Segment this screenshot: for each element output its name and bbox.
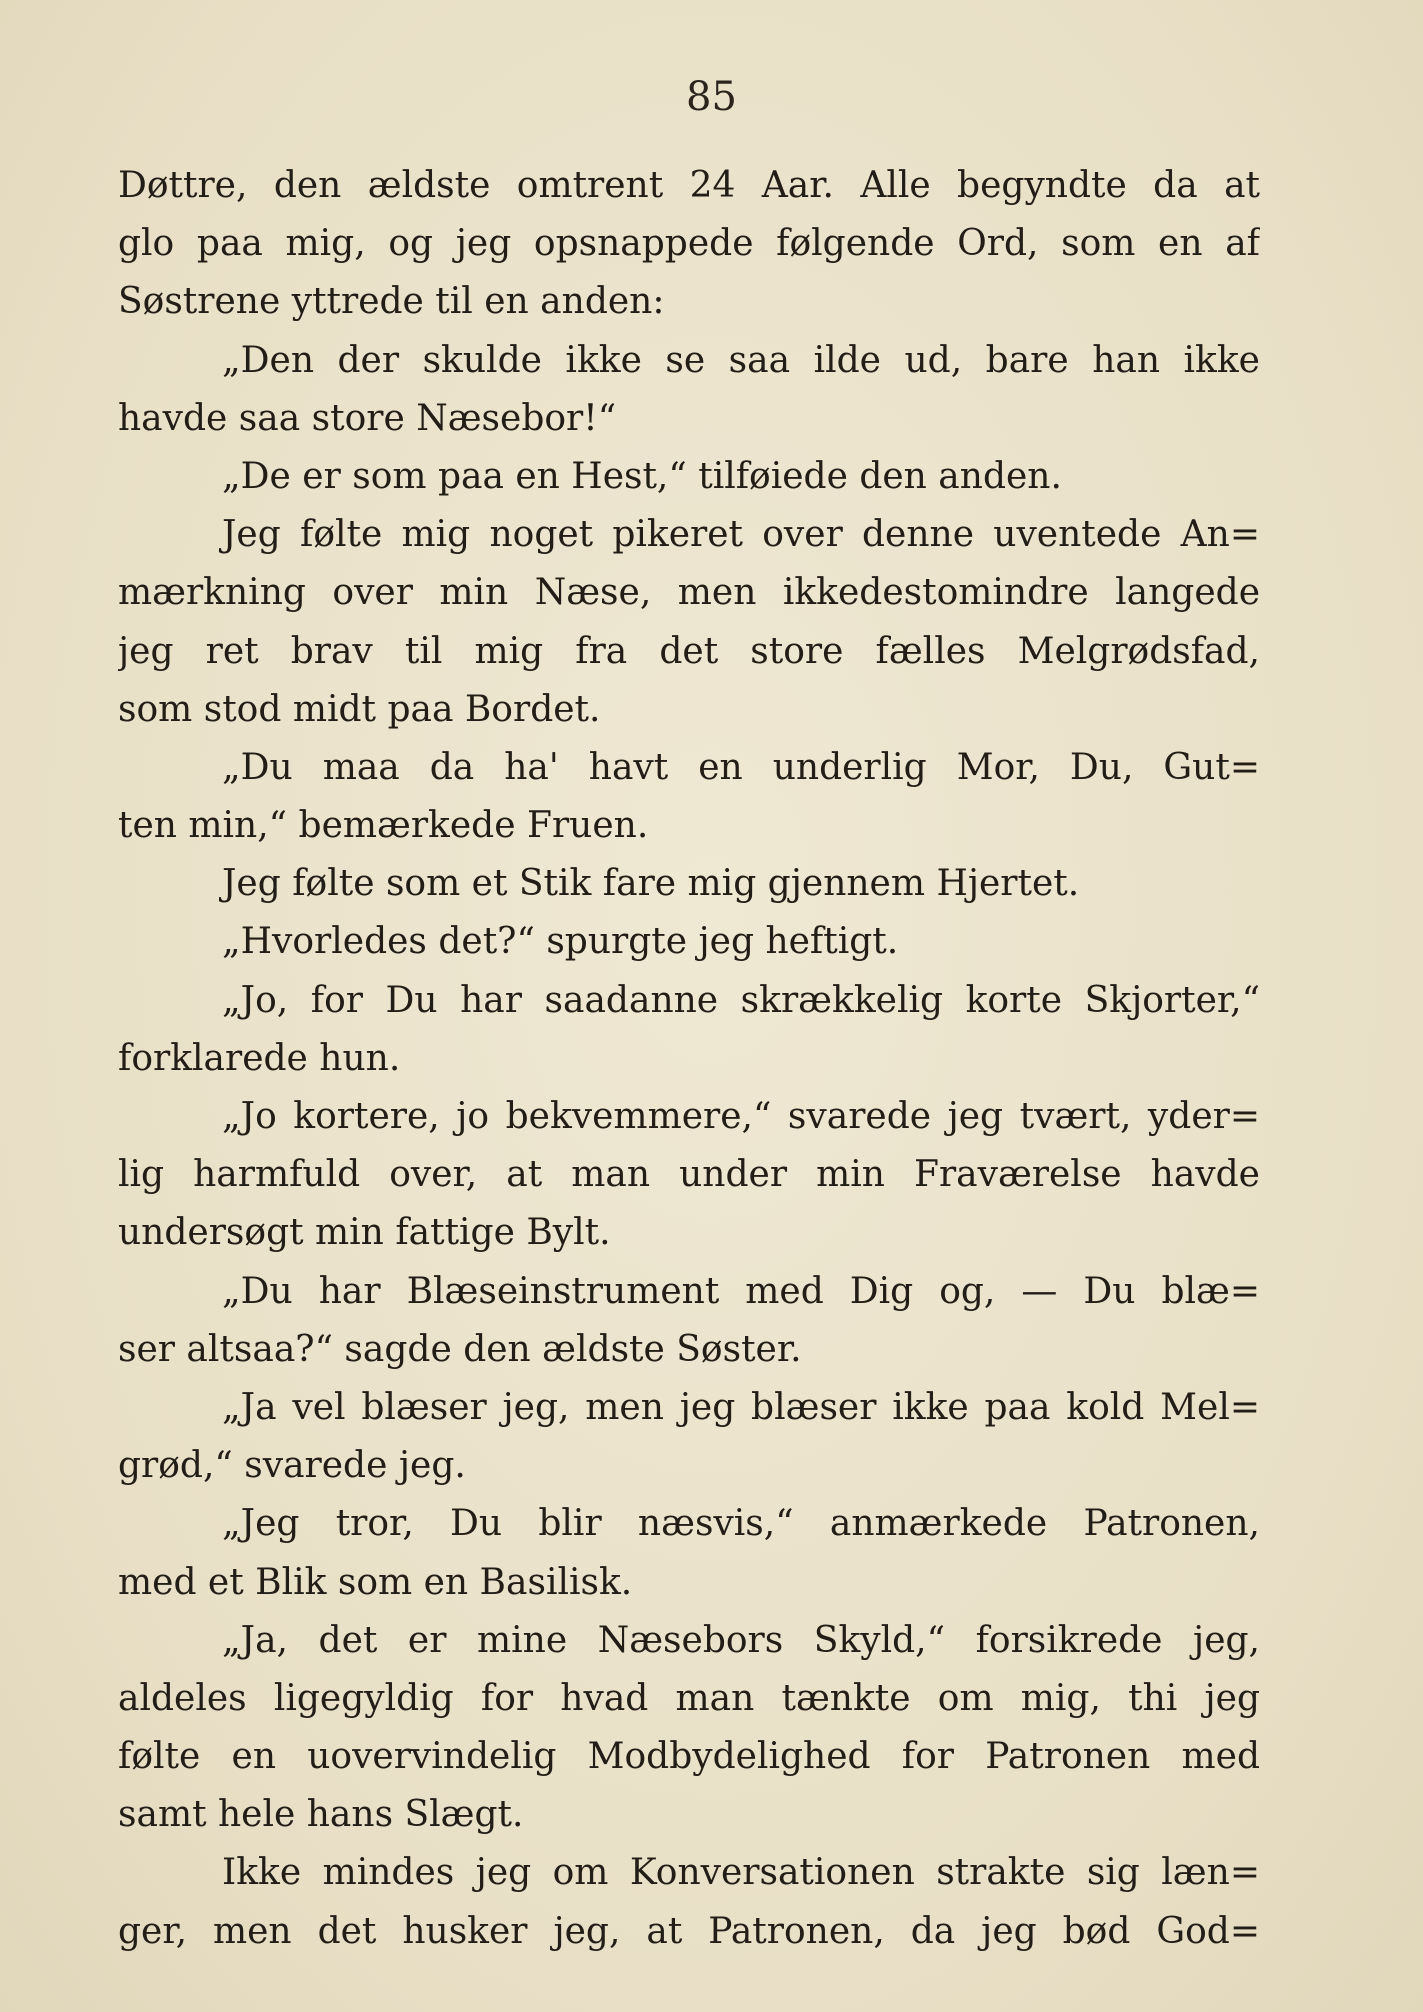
text-line: følte en uovervindelig Modbydelighed for Patronen med bbox=[118, 1736, 1260, 1778]
text-line: som stod midt paa Bordet. bbox=[118, 688, 601, 730]
text-line: „Du har Blæseinstrument med Dig og, — Du blæ= bbox=[222, 1270, 1260, 1312]
text-line: „Ja, det er mine Næsebors Skyld,“ forsikrede jeg, bbox=[222, 1619, 1260, 1661]
text-line: undersøgt min fattige Bylt. bbox=[118, 1212, 611, 1254]
text-line: „De er som paa en Hest,“ tilføiede den anden. bbox=[222, 455, 1062, 497]
text-line: „Jo kortere, jo bekvemmere,“ svarede jeg tvært, yder= bbox=[222, 1096, 1260, 1137]
text-line: jeg ret brav til mig fra det store fælles Melgrødsfad, bbox=[118, 630, 1260, 672]
text-line: aldeles ligegyldig for hvad man tænkte om mig, thi jeg bbox=[118, 1677, 1260, 1719]
text-line: Døttre, den ældste omtrent 24 Aar. Alle begyndte da at bbox=[118, 165, 1260, 206]
text-line: ger, men det husker jeg, at Patronen, da jeg bød God= bbox=[118, 1910, 1260, 1952]
body-text bbox=[118, 157, 1260, 1961]
text-line: samt hele hans Slægt. bbox=[118, 1794, 524, 1836]
text-line: grød,“ svarede jeg. bbox=[118, 1445, 466, 1487]
text-line: „Ja vel blæser jeg, men jeg blæser ikke paa kold Mel= bbox=[222, 1386, 1260, 1428]
page-number: 85 bbox=[686, 74, 737, 120]
text-line: ten min,“ bemærkede Fruen. bbox=[118, 805, 649, 847]
text-line: ser altsaa?“ sagde den ældste Søster. bbox=[118, 1328, 802, 1370]
text-line: lig harmfuld over, at man under min Fraværelse havde bbox=[118, 1154, 1260, 1196]
text-line: „Jo, for Du har saadanne skrækkelig korte Skjorter,“ bbox=[222, 979, 1260, 1021]
text-line: Søstrene yttrede til en anden: bbox=[118, 281, 665, 323]
text-line: glo paa mig, og jeg opsnappede følgende Ord, som en af bbox=[118, 223, 1260, 265]
text-line: „Jeg tror, Du blir næsvis,“ anmærkede Patronen, bbox=[222, 1503, 1260, 1545]
text-line: „Den der skulde ikke se saa ilde ud, bare han ikke bbox=[222, 339, 1260, 381]
text-line: Ikke mindes jeg om Konversationen strakte sig læn= bbox=[222, 1852, 1260, 1894]
text-line: med et Blik som en Basilisk. bbox=[118, 1561, 633, 1603]
text-line: „Hvorledes det?“ spurgte jeg heftigt. bbox=[222, 921, 899, 963]
text-line: forklarede hun. bbox=[118, 1037, 401, 1079]
text-line: „Du maa da ha' havt en underlig Mor, Du, Gut= bbox=[222, 746, 1260, 788]
text-line: havde saa store Næsebor!“ bbox=[118, 397, 617, 439]
text-line: Jeg følte som et Stik fare mig gjennem Hjertet. bbox=[222, 863, 1080, 905]
text-line: mærkning over min Næse, men ikkedestomindre langede bbox=[118, 572, 1260, 614]
text-line: Jeg følte mig noget pikeret over denne uventede An= bbox=[222, 514, 1260, 556]
